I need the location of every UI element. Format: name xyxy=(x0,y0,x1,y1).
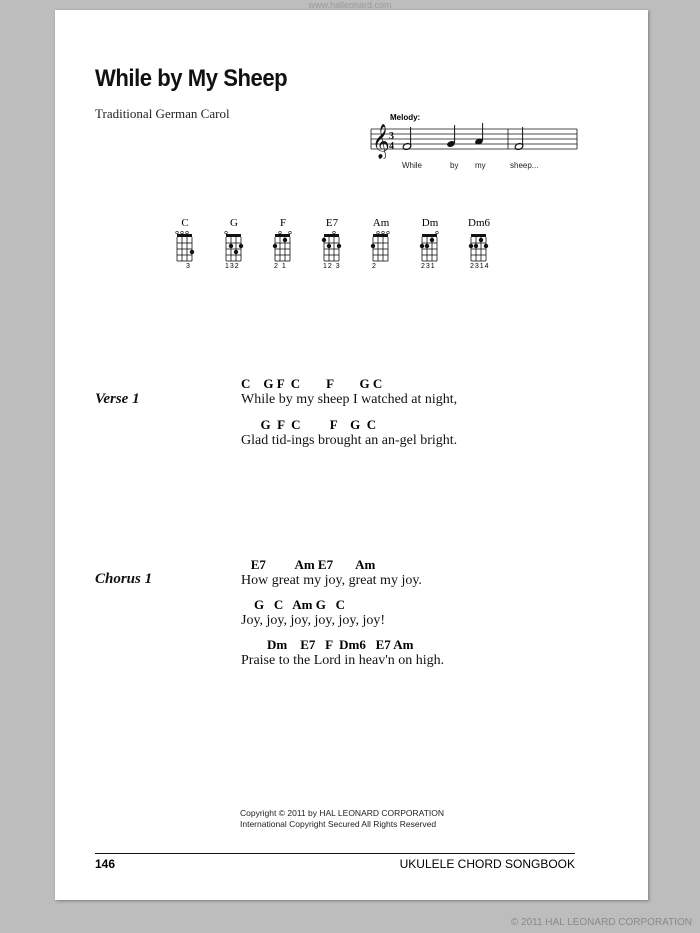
lyric-text: Joy, joy, joy, joy, joy, joy! xyxy=(241,613,386,628)
chord-diagram-f xyxy=(268,217,298,270)
melody-staff xyxy=(367,113,582,183)
chord-fingering: 2 xyxy=(372,263,377,270)
lyric-line xyxy=(241,417,457,449)
melody-lyric: my xyxy=(475,161,486,170)
chord-name: Dm6 xyxy=(468,217,490,229)
lyric-text: Glad tid-ings brought an an-gel bright. xyxy=(241,433,458,448)
melody-label: Melody: xyxy=(390,113,421,122)
lyric-line xyxy=(241,597,385,629)
chord-diagram-dm xyxy=(415,217,445,270)
copyright-line: International Copyright Secured All Rights Reserved xyxy=(240,819,437,829)
song-title: While by My Sheep xyxy=(95,65,288,92)
melody-lyric: While xyxy=(402,161,423,170)
staff-notation xyxy=(367,123,582,159)
footer-divider xyxy=(95,853,575,854)
ukulele-fretboard-icon xyxy=(468,231,490,263)
chord-fingering: 3 xyxy=(186,263,191,270)
chord-name: Am xyxy=(372,217,390,229)
melody-lyric: by xyxy=(450,161,459,170)
ukulele-fretboard-icon xyxy=(321,231,343,263)
ukulele-fretboard-icon xyxy=(223,231,245,263)
chord-line: Dm E7 F Dm6 E7 Am xyxy=(241,637,414,652)
ukulele-fretboard-icon xyxy=(174,231,196,263)
watermark-bottom: © 2011 HAL LEONARD CORPORATION xyxy=(510,917,692,928)
watermark-top: www.halleonard.com xyxy=(308,0,392,10)
lyric-text: How great my joy, great my joy. xyxy=(241,573,422,588)
section-label-verse-1: Verse 1 xyxy=(95,391,140,407)
treble-clef-icon: 𝄞 xyxy=(372,124,390,159)
chord-line: C G F C F G C xyxy=(241,376,383,391)
copyright-line: Copyright © 2011 by HAL LEONARD CORPORATION xyxy=(240,808,445,818)
ukulele-fretboard-icon xyxy=(370,231,392,263)
chord-diagram-am xyxy=(366,217,396,270)
section-label-chorus-1: Chorus 1 xyxy=(95,571,153,587)
book-title: UKULELE CHORD SONGBOOK xyxy=(399,857,575,871)
chord-fingering: 2 1 xyxy=(274,263,287,270)
lyric-text: While by my sheep I watched at night, xyxy=(241,392,458,407)
chord-diagram-dm6 xyxy=(464,217,494,270)
lyric-text: Praise to the Lord in heav'n on high. xyxy=(241,653,445,668)
lyric-line xyxy=(241,637,444,669)
song-subtitle: Traditional German Carol xyxy=(95,106,230,121)
sheet-page xyxy=(55,10,648,900)
page-number: 146 xyxy=(95,857,116,871)
chord-fingering: 231 xyxy=(421,263,436,270)
chord-diagram-c xyxy=(170,217,200,270)
chord-name: G xyxy=(230,217,238,229)
chord-line: G F C F G C xyxy=(241,417,377,432)
chord-diagram-e7 xyxy=(317,217,347,270)
chord-fingering: 132 xyxy=(225,263,240,270)
chord-name: F xyxy=(279,217,287,229)
chord-fingering: 2314 xyxy=(470,263,490,270)
chord-fingering: 12 3 xyxy=(323,263,341,270)
svg-text:3: 3 xyxy=(389,131,394,142)
lyric-line xyxy=(241,376,457,408)
chord-name: Dm xyxy=(421,217,439,229)
chord-name: C xyxy=(181,217,189,229)
lyric-line xyxy=(241,557,422,589)
chord-name: E7 xyxy=(325,217,339,229)
chord-diagram-g xyxy=(219,217,249,270)
copyright-notice xyxy=(240,808,444,830)
chord-line: G C Am G C xyxy=(241,597,345,612)
chord-diagram-row xyxy=(170,217,500,287)
melody-lyric: sheep... xyxy=(510,161,539,170)
svg-text:4: 4 xyxy=(389,141,394,152)
ukulele-fretboard-icon xyxy=(272,231,294,263)
ukulele-fretboard-icon xyxy=(419,231,441,263)
chord-line: E7 Am E7 Am xyxy=(241,557,376,572)
